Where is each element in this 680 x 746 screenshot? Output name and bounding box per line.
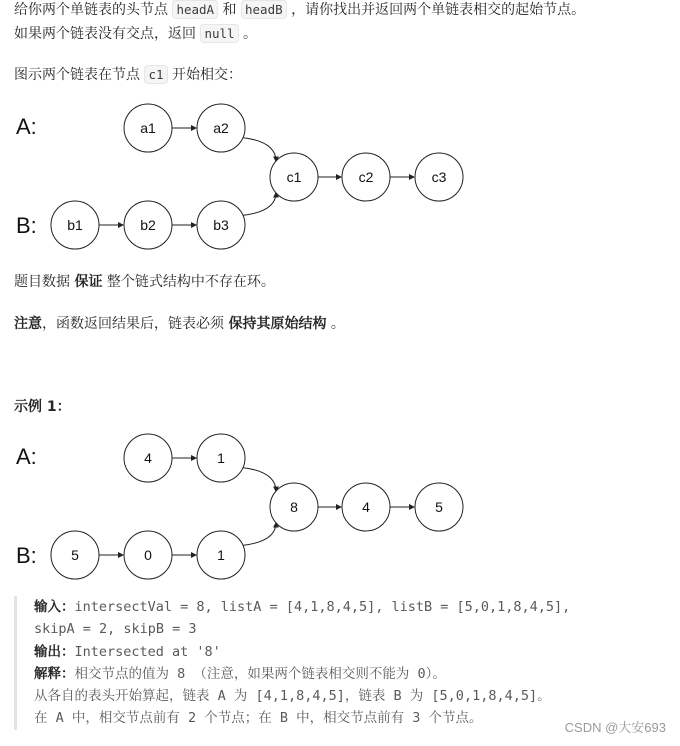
text: 开始相交： bbox=[171, 67, 242, 83]
node-label: 4 bbox=[362, 499, 370, 515]
node-label: 0 bbox=[144, 547, 152, 563]
text: 。 bbox=[330, 316, 345, 332]
arrow bbox=[243, 193, 276, 216]
node-label: 5 bbox=[435, 499, 443, 515]
code-heada: headA bbox=[172, 0, 218, 19]
code-headb: headB bbox=[241, 0, 287, 19]
text: 图示两个链表在节点 bbox=[14, 67, 140, 83]
text: ，函数返回结果后，链表必须 bbox=[42, 316, 224, 332]
input-value-cont: skipA = 2, skipB = 3 bbox=[34, 621, 197, 638]
explanation: 从各自的表头开始算起，链表 A 为 [4,1,8,4,5]，链表 B 为 [5,0,1,8,4,5]。 bbox=[34, 688, 551, 705]
explanation: 相交节点的值为 8 （注意，如果两个链表相交则不能为 0）。 bbox=[74, 665, 446, 682]
example-block bbox=[14, 596, 674, 730]
label-list-b: B: bbox=[16, 213, 37, 238]
arrow bbox=[243, 468, 276, 492]
bold: 注意 bbox=[14, 316, 42, 332]
node-label: 1 bbox=[217, 450, 225, 466]
node-label: a2 bbox=[213, 120, 229, 136]
arrow bbox=[243, 138, 276, 162]
label: 输出： bbox=[34, 643, 75, 660]
code-null: null bbox=[200, 24, 238, 43]
text: 给你两个单链表的头节点 bbox=[14, 2, 168, 18]
node-label: 4 bbox=[144, 450, 152, 466]
text: 题目数据 bbox=[14, 274, 70, 290]
label-list-a: A: bbox=[16, 114, 37, 139]
note-text bbox=[14, 314, 345, 334]
text: 和 bbox=[222, 2, 237, 18]
arrow bbox=[243, 523, 276, 546]
example-title: 示例 1： bbox=[14, 399, 71, 415]
text: ，请你找出并返回两个单链表相交的起始节点。 bbox=[291, 2, 586, 18]
node-label: c1 bbox=[286, 169, 302, 185]
label-list-b: B: bbox=[16, 543, 37, 568]
intro-line-2 bbox=[14, 24, 257, 44]
node-label: 1 bbox=[217, 547, 225, 563]
text: 整个链式结构中不存在环。 bbox=[106, 274, 275, 290]
diagram-1 bbox=[0, 100, 500, 250]
text: 如果两个链表没有交点，返回 bbox=[14, 26, 196, 42]
node-label: b1 bbox=[67, 217, 83, 233]
node-label: b3 bbox=[213, 217, 229, 233]
label: 输入： bbox=[34, 599, 75, 615]
node-label: a1 bbox=[140, 120, 156, 136]
text: 。 bbox=[243, 26, 258, 42]
label-list-a: A: bbox=[16, 444, 37, 469]
bold: 保持其原始结构 bbox=[228, 316, 327, 332]
code-c1: c1 bbox=[144, 65, 167, 84]
node-label: 5 bbox=[71, 547, 79, 563]
diagram-2 bbox=[0, 430, 500, 580]
watermark: CSDN @大安693 bbox=[565, 717, 666, 736]
label: 解释： bbox=[34, 665, 75, 682]
explanation: 在 A 中，相交节点前有 2 个节点；在 B 中，相交节点前有 3 个节点。 bbox=[34, 710, 483, 727]
bold: 保证 bbox=[74, 274, 103, 290]
input-value: intersectVal = 8, listA = [4,1,8,4,5], listB = [5,0,1,8,4,5], bbox=[74, 599, 571, 615]
node-label: c3 bbox=[431, 169, 447, 185]
intro-line-3 bbox=[14, 65, 242, 85]
output-value: Intersected at '8' bbox=[74, 643, 221, 660]
node-label: 8 bbox=[290, 499, 298, 515]
node-label: b2 bbox=[140, 217, 156, 233]
intro-line-1 bbox=[14, 0, 585, 20]
node-label: c2 bbox=[358, 169, 374, 185]
guarantee-text bbox=[14, 272, 275, 292]
